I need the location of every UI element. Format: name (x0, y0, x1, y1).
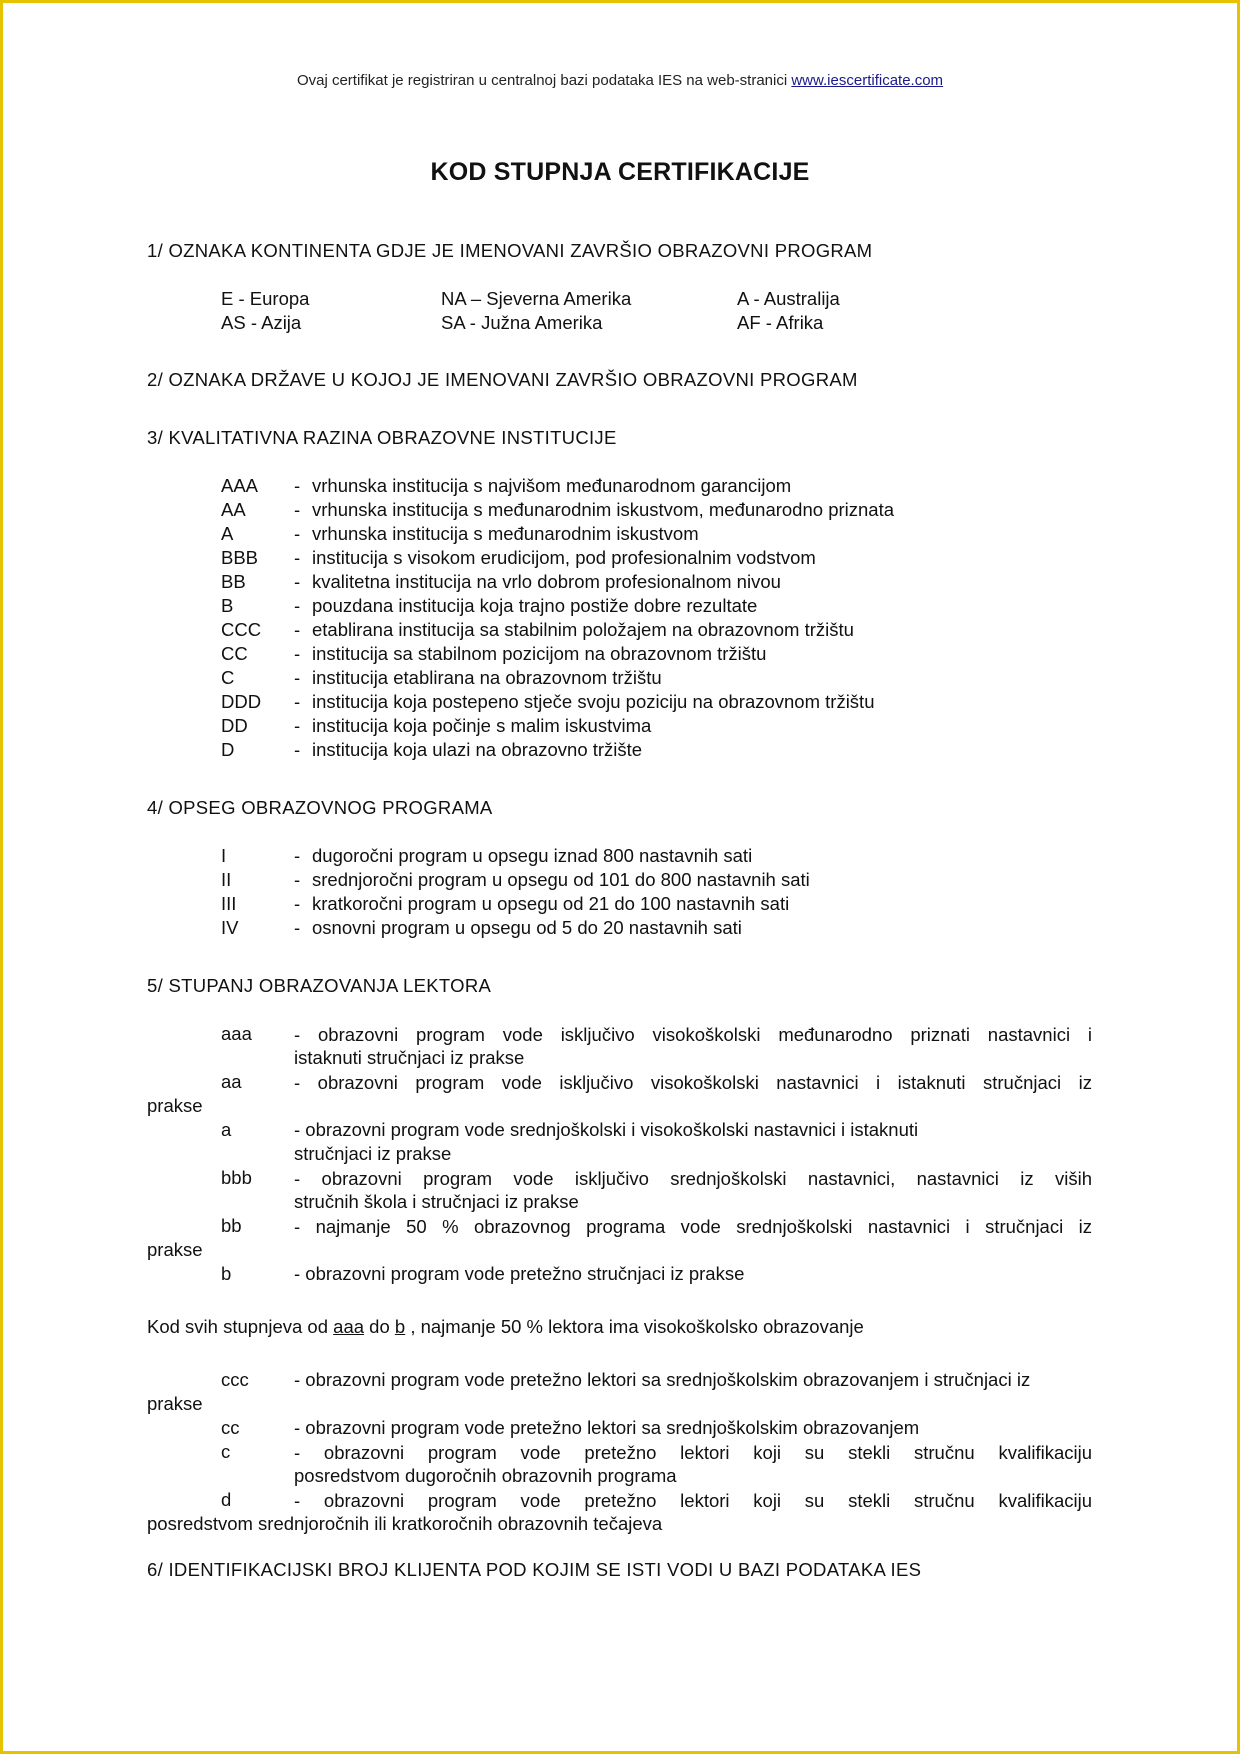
registration-note (0, 72, 1240, 89)
continent-asia: AS - Azija (221, 312, 302, 333)
list-item: IV - osnovni program u opsegu od 5 do 20 nastavnih sati (221, 917, 742, 938)
list-item: III - kratkoročni program u opsegu od 21 do 100 nastavnih sati (221, 893, 790, 914)
lecturer-aaa-line1: - obrazovni program vode isključivo visokoškolski međunarodno priznati nastavnici i (294, 1024, 1092, 1045)
lecturer-a-line2: stručnjaci iz prakse (294, 1143, 452, 1164)
lecturer-bb-line2: prakse (147, 1239, 203, 1260)
lecturer-bbb-line1: - obrazovni program vode isključivo srednjoškolski nastavnici, nastavnici iz viših (294, 1168, 1092, 1189)
lecturer-bb-line1: - najmanje 50 % obrazovnog programa vode srednjoškolski nastavnici i stručnjaci iz (294, 1216, 1092, 1237)
lecturer-education-note: Kod svih stupnjeva od aaa do b , najmanje 50 % lektora ima visokoškolsko obrazovanje (147, 1316, 864, 1337)
section-6-heading: 6/ IDENTIFIKACIJSKI BROJ KLIJENTA POD KOJIM SE ISTI VODI U BAZI PODATAKA IES (147, 1559, 922, 1580)
lecturer-aa-line1: - obrazovni program vode isključivo visokoškolski nastavnici i istaknuti stručnjaci iz (294, 1072, 1092, 1093)
lecturer-bbb-line2: stručnih škola i stručnjaci iz prakse (294, 1191, 579, 1212)
lecturer-ccc-line2: prakse (147, 1393, 203, 1414)
lecturer-aa-line2: prakse (147, 1095, 203, 1116)
lecturer-code-a: a (221, 1119, 232, 1140)
list-item: DD - institucija koja počinje s malim iskustvima (221, 715, 652, 736)
list-item: AAA - vrhunska institucija s najvišom međunarodnom garancijom (221, 475, 792, 496)
lecturer-code-aa: aa (221, 1071, 242, 1092)
list-item: I - dugoročni program u opsegu iznad 800 nastavnih sati (221, 845, 753, 866)
continent-europe: E - Europa (221, 288, 310, 309)
lecturer-c-line1: - obrazovni program vode pretežno lektori koji su stekli stručnu kvalifikaciju (294, 1442, 1092, 1463)
registration-note-text: Ovaj certifikat je registriran u centralnoj bazi podataka IES na web-stranici (296, 72, 788, 89)
continent-africa: AF - Afrika (737, 312, 824, 333)
lecturer-d-line2: posredstvom srednjoročnih ili kratkoročnih obrazovnih tečajeva (147, 1513, 663, 1534)
continent-north-america: NA – Sjeverna Amerika (441, 288, 632, 309)
list-item: II - srednjoročni program u opsegu od 101 do 800 nastavnih sati (221, 869, 810, 890)
lecturer-code-b: b (221, 1263, 232, 1284)
lecturer-d-line1: - obrazovni program vode pretežno lektori koji su stekli stručnu kvalifikaciju (294, 1490, 1092, 1511)
list-item: CCC - etablirana institucija sa stabilnim položajem na obrazovnom tržištu (221, 619, 854, 640)
website-link[interactable]: www.iescertificate.com (791, 72, 944, 89)
list-item: A - vrhunska institucija s međunarodnim iskustvom (221, 523, 699, 544)
lecturer-code-aaa: aaa (221, 1023, 252, 1044)
lecturer-code-d: d (221, 1489, 232, 1510)
lecturer-c-line2: posredstvom dugoročnih obrazovnih programa (294, 1465, 677, 1486)
lecturer-code-c: c (221, 1441, 231, 1462)
list-item: D - institucija koja ulazi na obrazovno tržište (221, 739, 643, 760)
list-item: CC - institucija sa stabilnom pozicijom na obrazovnom tržištu (221, 643, 767, 664)
list-item: AA - vrhunska institucija s međunarodnim iskustvom, međunarodno priznata (221, 499, 895, 520)
section-1-heading: 1/ OZNAKA KONTINENTA GDJE JE IMENOVANI ZAVRŠIO OBRAZOVNI PROGRAM (147, 240, 873, 261)
lecturer-code-bb: bb (221, 1215, 242, 1236)
lecturer-a-line1: - obrazovni program vode srednjoškolski i visokoškolski nastavnici i istaknuti (294, 1119, 919, 1140)
continent-australia: A - Australija (737, 288, 840, 309)
lecturer-code-ccc: ccc (221, 1369, 249, 1390)
lecturer-code-bbb: bbb (221, 1167, 252, 1188)
lecturer-code-cc: cc (221, 1417, 240, 1438)
continent-south-america: SA - Južna Amerika (441, 312, 603, 333)
section-4-heading: 4/ OPSEG OBRAZOVNOG PROGRAMA (147, 797, 493, 818)
page-title: KOD STUPNJA CERTIFIKACIJE (430, 158, 810, 186)
section-5-heading: 5/ STUPANJ OBRAZOVANJA LEKTORA (147, 975, 492, 996)
section-3-heading: 3/ KVALITATIVNA RAZINA OBRAZOVNE INSTITUCIJE (147, 427, 617, 448)
list-item: BBB - institucija s visokom erudicijom, pod profesionalnim vodstvom (221, 547, 816, 568)
lecturer-b-line1: - obrazovni program vode pretežno stručnjaci iz prakse (294, 1263, 745, 1284)
lecturer-cc-line1: - obrazovni program vode pretežno lektori sa srednjoškolskim obrazovanjem (294, 1417, 920, 1438)
section-2-heading: 2/ OZNAKA DRŽAVE U KOJOJ JE IMENOVANI ZAVRŠIO OBRAZOVNI PROGRAM (147, 369, 858, 390)
lecturer-ccc-line1: - obrazovni program vode pretežno lektori sa srednjoškolskim obrazovanjem i stručnjaci iz (294, 1369, 1031, 1390)
lecturer-aaa-line2: istaknuti stručnjaci iz prakse (294, 1047, 525, 1068)
list-item: B - pouzdana institucija koja trajno postiže dobre rezultate (221, 595, 758, 616)
list-item: C - institucija etablirana na obrazovnom tržištu (221, 667, 662, 688)
list-item: BB - kvalitetna institucija na vrlo dobrom profesionalnom nivou (221, 571, 781, 592)
list-item: DDD - institucija koja postepeno stječe svoju poziciju na obrazovnom tržištu (221, 691, 875, 712)
